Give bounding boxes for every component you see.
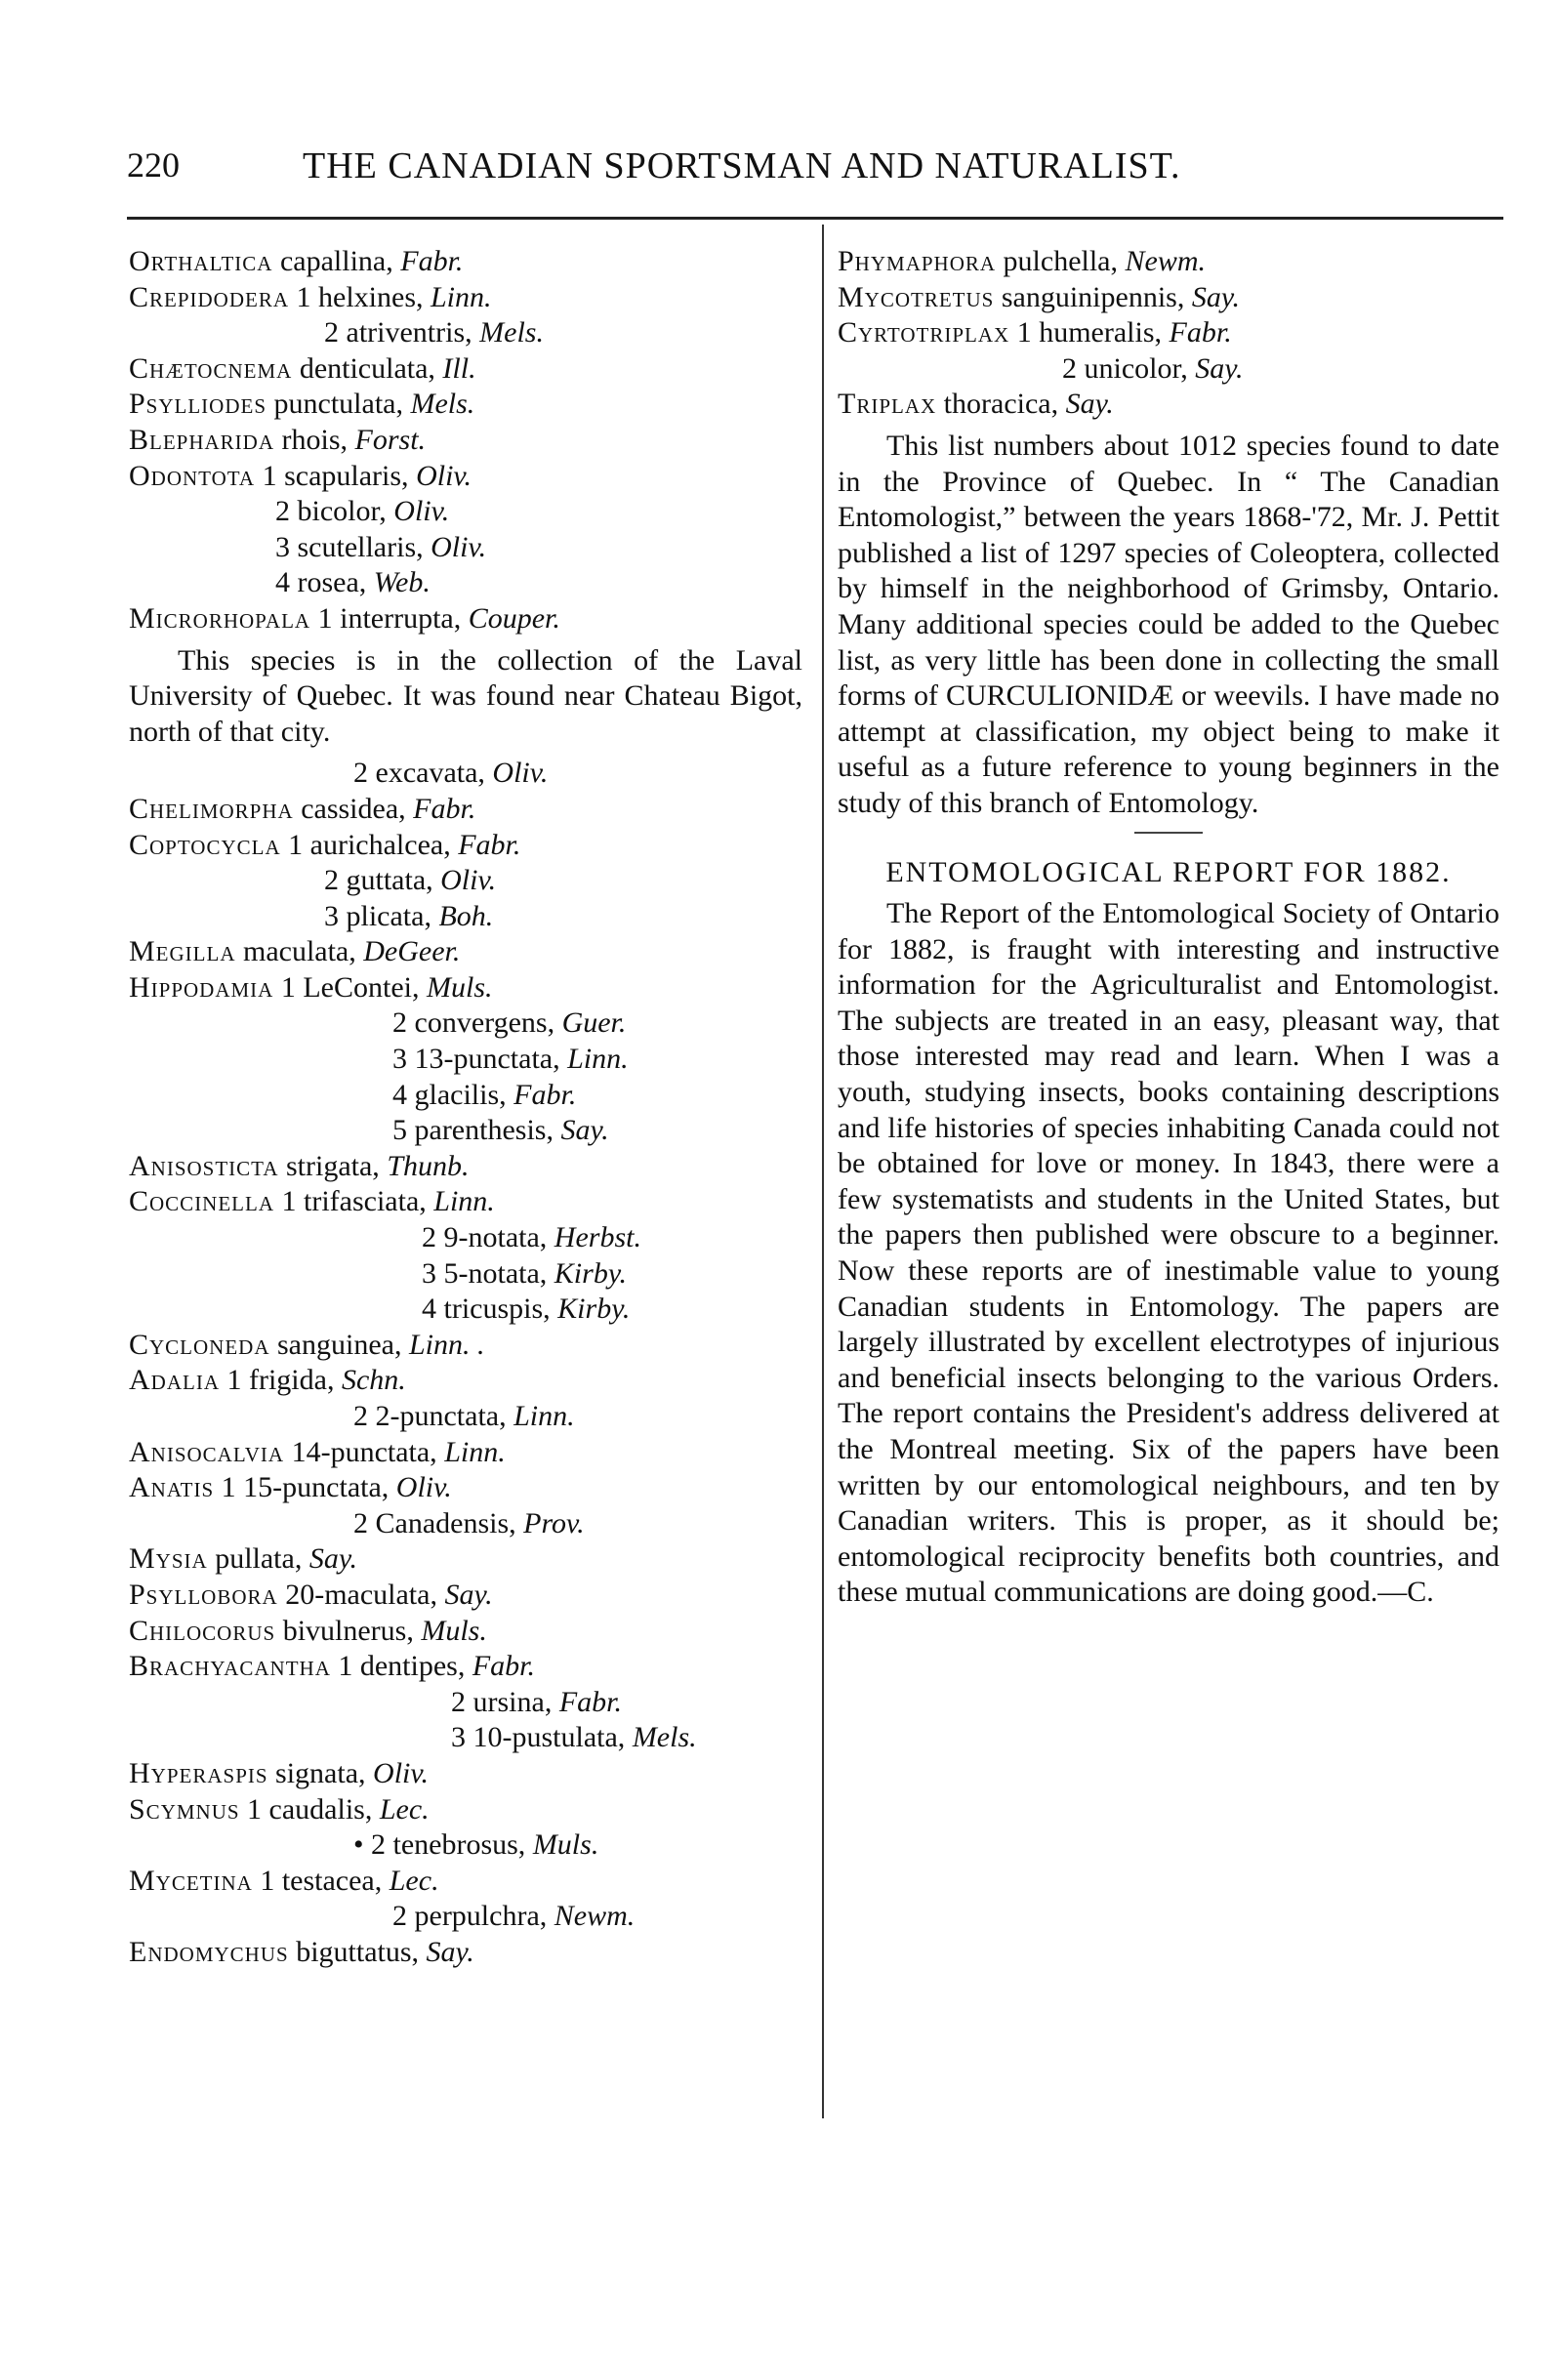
genus-name: Anisocalvia [129, 1435, 285, 1468]
genus-name: Blepharida [129, 423, 275, 456]
species-name: 2 perpulchra, [392, 1900, 548, 1933]
author-name: Fabr. [1169, 316, 1232, 349]
species-entry [129, 1541, 802, 1578]
genus-name: Anatis [129, 1471, 215, 1504]
species-name: 2 9-notata, [422, 1221, 548, 1254]
species-entry [129, 1184, 802, 1220]
author-name: Fabr. [513, 1078, 577, 1111]
species-name: 1 testacea, [260, 1864, 383, 1897]
species-entry [129, 351, 802, 388]
species-name: 4 rosea, [275, 566, 367, 599]
author-name: Guer. [561, 1006, 627, 1040]
species-entry [838, 387, 1499, 423]
genus-name: Psylliodes [129, 388, 267, 421]
author-name: Fabr. [413, 792, 476, 825]
species-entry [129, 315, 802, 351]
genus-name: Odontota [129, 459, 256, 492]
author-name: Muls. [532, 1828, 599, 1862]
species-entry [129, 1756, 802, 1792]
species-name: 3 13-punctata, [392, 1043, 560, 1076]
species-entry [129, 601, 802, 637]
author-name: Say. [1065, 388, 1114, 421]
species-name: 1 15-punctata, [221, 1471, 390, 1504]
author-name: Fabr. [400, 245, 464, 277]
species-entry [129, 1435, 802, 1471]
species-name: 2 unicolor, [1062, 351, 1188, 385]
author-name: Linn. [444, 1435, 506, 1468]
author-name: Oliv. [395, 1471, 452, 1504]
species-name: rhois, [281, 423, 349, 456]
species-name: 1 frigida, [226, 1364, 335, 1397]
genus-name: Mycotretus [838, 280, 995, 313]
genus-name: Hyperaspis [129, 1756, 268, 1789]
species-name: 20-maculata, [285, 1578, 437, 1611]
species-entry [129, 459, 802, 495]
species-list [129, 756, 802, 1970]
species-name: • 2 tenebrosus, [353, 1828, 526, 1862]
author-name: DeGeer. [363, 935, 461, 968]
report-text: The Report of the Entomological Society of Ontario for 1882, is fraught with interesting and instructive information for the Agriculturalist and Entomologist. The subjects are treated in an easy, pleasant way, that those interested may read and learn. When I was a youth, studying insects, books containing descriptions and life histories of species inhabiting Canada could not be obtained for love or money. In 1843, there were a few systematists and students in the United States, but the papers then published were obscure to a beginner. Now these reports are of inestimable value to young Canadian students in Entomology. The papers are largely illustrated by excellent electrotypes of injurious and beneficial insects belonging to the various Orders. The report contains the President's address delivered at the Montreal meeting. Six of the papers have been written by our entomological neighbours, and ten by Canadian writers. This is proper, as it should be; entomological reciprocity benefits both countries, and these mutual communications are doing good.—C. [838, 897, 1499, 1609]
author-name: Newm. [554, 1900, 636, 1933]
genus-name: Orthaltica [129, 245, 273, 277]
species-name: punctulata, [273, 388, 403, 421]
species-name: sanguinipennis, [1001, 280, 1185, 313]
species-entry [129, 1649, 802, 1685]
species-entry [838, 351, 1499, 388]
species-entry [129, 934, 802, 970]
species-entry [129, 756, 802, 792]
author-name: Mels. [632, 1721, 697, 1754]
species-entry [129, 1792, 802, 1828]
species-name: 4 tricuspis, [422, 1293, 551, 1326]
author-name: Boh. [438, 899, 494, 932]
species-entry [129, 792, 802, 828]
author-name: Ill. [442, 351, 476, 385]
species-entry [129, 1614, 802, 1650]
genus-name: Megilla [129, 935, 236, 968]
author-name: Linn. [513, 1400, 575, 1432]
genus-name: Chelimorpha [129, 792, 294, 825]
genus-name: Crepidodera [129, 280, 290, 313]
genus-name: Cycloneda [129, 1328, 270, 1361]
species-name: biguttatus, [296, 1935, 420, 1968]
genus-name: Psyllobora [129, 1578, 278, 1611]
species-entry [129, 565, 802, 601]
species-entry [129, 530, 802, 566]
species-name: 1 trifasciata, [281, 1185, 427, 1218]
species-name: 2 convergens, [392, 1006, 555, 1040]
species-entry [129, 423, 802, 459]
species-name: 2 ursina, [451, 1685, 553, 1718]
species-entry [129, 1292, 802, 1328]
species-name: 2 guttata, [324, 864, 433, 897]
genus-name: Endomychus [129, 1935, 289, 1968]
species-name: strigata, [286, 1149, 380, 1182]
species-entry [129, 1827, 802, 1864]
author-name: Mels. [479, 316, 544, 349]
header-rule [127, 217, 1503, 220]
author-name: Newm. [1125, 245, 1206, 277]
author-name: Oliv. [431, 530, 487, 563]
author-name: Thunb. [387, 1149, 470, 1182]
species-name: 2 2-punctata, [353, 1400, 507, 1432]
species-entry [129, 280, 802, 316]
species-entry [129, 1685, 802, 1721]
species-entry [129, 1220, 802, 1256]
left-column [129, 244, 802, 1971]
species-name: 1 aurichalcea, [288, 828, 451, 861]
genus-name: Adalia [129, 1364, 220, 1397]
species-name: 1 humeralis, [1016, 316, 1163, 349]
species-entry [129, 1399, 802, 1435]
species-entry [129, 970, 802, 1006]
species-name: thoracica, [943, 388, 1059, 421]
species-name: 1 LeContei, [280, 970, 420, 1004]
species-entry [129, 244, 802, 280]
author-name: Lec. [389, 1864, 439, 1897]
author-name: Oliv. [373, 1756, 429, 1789]
genus-name: Cyrtotriplax [838, 316, 1010, 349]
author-name: Muls. [421, 1614, 487, 1647]
species-name: 2 excavata, [353, 757, 485, 790]
author-name: Say. [444, 1578, 493, 1611]
species-name: bivulnerus, [282, 1614, 414, 1647]
right-column [838, 244, 1499, 1617]
author-name: Couper. [468, 601, 560, 635]
species-name: 3 5-notata, [422, 1256, 548, 1290]
species-entry [129, 1005, 802, 1042]
author-name: Say. [426, 1935, 474, 1968]
author-name: Linn. [567, 1043, 629, 1076]
author-name: Say. [1195, 351, 1244, 385]
specimen-note [129, 643, 802, 751]
species-name: 3 10-pustulata, [451, 1721, 626, 1754]
genus-name: Anisosticta [129, 1149, 279, 1182]
species-list [129, 244, 802, 637]
species-entry [838, 244, 1499, 280]
species-entry [129, 1899, 802, 1935]
column-divider [822, 225, 824, 2118]
species-entry [129, 1149, 802, 1185]
species-entry [129, 1042, 802, 1078]
species-name: 1 helxines, [296, 280, 424, 313]
author-name: Fabr. [458, 828, 521, 861]
running-head: THE CANADIAN SPORTSMAN AND NATURALIST. [303, 145, 1181, 186]
genus-name: Mysia [129, 1542, 208, 1576]
species-name: 1 interrupta, [317, 601, 462, 635]
author-name: Schn. [341, 1364, 406, 1397]
species-entry [129, 899, 802, 935]
species-name: sanguinea, [277, 1328, 402, 1361]
genus-name: Hippodamia [129, 970, 274, 1004]
species-entry [129, 863, 802, 899]
species-entry [129, 1506, 802, 1542]
species-name: pulchella, [1003, 245, 1118, 277]
author-name: Say. [1191, 280, 1241, 313]
genus-name: Scymnus [129, 1792, 240, 1826]
section-heading: ENTOMOLOGICAL REPORT FOR 1882. [885, 855, 1452, 888]
species-entry [129, 1720, 802, 1756]
author-name: Say. [308, 1542, 357, 1576]
species-name: 5 parenthesis, [392, 1114, 554, 1147]
species-name: capallina, [279, 245, 393, 277]
author-name: Oliv. [393, 495, 450, 528]
species-name: pullata, [215, 1542, 303, 1576]
author-name: Forst. [354, 423, 427, 456]
author-name: Linn. [433, 1185, 495, 1218]
author-name: Say. [560, 1114, 609, 1147]
species-name: 3 scutellaris, [275, 530, 424, 563]
species-entry [129, 1578, 802, 1614]
author-name: Herbst. [554, 1221, 641, 1254]
species-name: signata, [275, 1756, 366, 1789]
genus-name: Brachyacantha [129, 1650, 331, 1683]
species-entry [838, 315, 1499, 351]
species-name: 1 dentipes, [338, 1650, 466, 1683]
species-name: 4 glacilis, [392, 1078, 507, 1111]
author-name: Oliv. [440, 864, 497, 897]
author-name: Oliv. [492, 757, 549, 790]
genus-name: Mycetina [129, 1864, 253, 1897]
species-entry [129, 1470, 802, 1506]
species-name: 1 caudalis, [247, 1792, 373, 1826]
species-entry [129, 1328, 802, 1364]
author-name: Linn. . [408, 1328, 485, 1361]
species-name: cassidea, [301, 792, 406, 825]
species-name: 2 Canadensis, [353, 1506, 516, 1539]
author-name: Muls. [427, 970, 493, 1004]
genus-name: Microrhopala [129, 601, 311, 635]
author-name: Mels. [410, 388, 475, 421]
author-name: Oliv. [416, 459, 472, 492]
genus-name: Chilocorus [129, 1614, 276, 1647]
author-name: Linn. [431, 280, 492, 313]
species-name: maculata, [242, 935, 356, 968]
genus-name: Chætocnema [129, 351, 293, 385]
species-list [838, 244, 1499, 423]
species-name: 3 plicata, [324, 899, 431, 932]
author-name: Web. [373, 566, 431, 599]
species-entry [129, 1363, 802, 1399]
species-name: 2 bicolor, [275, 495, 387, 528]
species-entry [129, 1864, 802, 1900]
species-entry [129, 828, 802, 864]
species-entry [129, 387, 802, 423]
species-entry [129, 494, 802, 530]
specimen-note-text: This species is in the collection of the Laval University of Quebec. It was found near Chateau Bigot, north of that city. [129, 643, 802, 748]
author-name: Kirby. [554, 1256, 627, 1290]
species-entry [129, 1113, 802, 1149]
list-summary-text: This list numbers about 1012 species found to date in the Province of Quebec. In “ The Canadian Entomologist,” between the years 1868-'72, Mr. J. Pettit published a list of 1297 species of Coleoptera, collected by himself in the neighborhood of Grimsby, Ontario. Many additional species could be added to the Quebec list, as very little has been done in collecting the small forms of CURCULIONIDÆ or weevils. I have made no attempt at classification, my object being to make it useful as a future reference to young beginners in the study of this branch of Entomology. [838, 429, 1499, 819]
species-entry [129, 1078, 802, 1114]
genus-name: Coptocycla [129, 828, 281, 861]
species-entry [129, 1935, 802, 1971]
genus-name: Triplax [838, 388, 937, 421]
genus-name: Coccinella [129, 1185, 274, 1218]
genus-name: Phymaphora [838, 245, 997, 277]
species-name: denticulata, [299, 351, 435, 385]
author-name: Kirby. [557, 1293, 631, 1326]
species-name: 2 atriventris, [324, 316, 472, 349]
author-name: Fabr. [472, 1650, 536, 1683]
author-name: Lec. [379, 1792, 430, 1826]
species-entry [129, 1256, 802, 1293]
page-number: 220 [127, 145, 180, 185]
author-name: Prov. [523, 1506, 585, 1539]
report-paragraph [838, 896, 1499, 1611]
list-summary-paragraph [838, 429, 1499, 822]
species-name: 14-punctata, [291, 1435, 437, 1468]
section-separator [1134, 832, 1203, 834]
author-name: Fabr. [558, 1685, 623, 1718]
species-name: 1 scapularis, [262, 459, 409, 492]
species-entry [838, 280, 1499, 316]
